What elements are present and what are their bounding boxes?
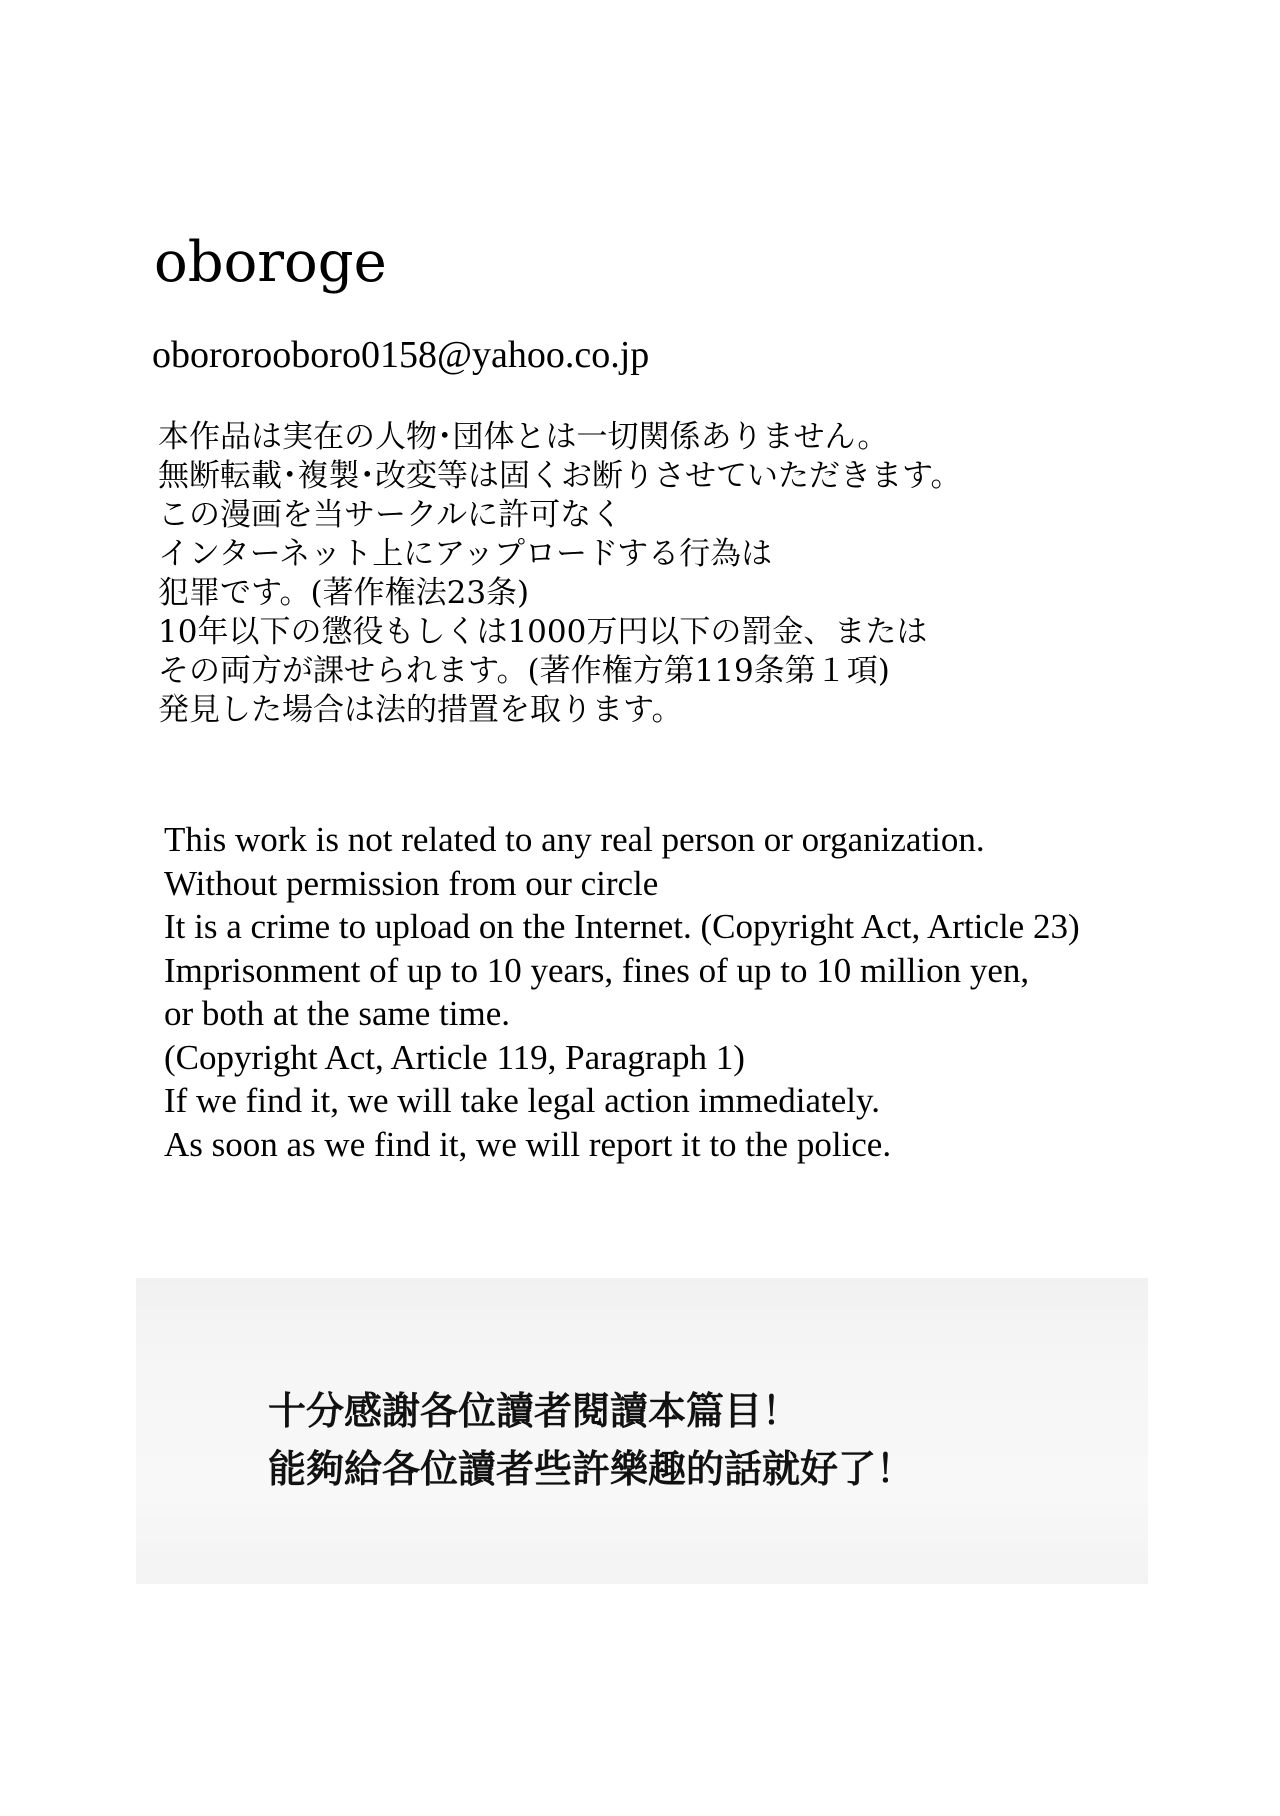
contact-email: obororooboro0158@yahoo.co.jp — [152, 334, 650, 376]
japanese-copyright-notice — [158, 418, 1218, 730]
notice-line: This work is not related to any real person or organization. — [164, 820, 985, 859]
translator-note-panel — [136, 1278, 1148, 1584]
notice-line: It is a crime to upload on the Internet. (Copyright Act, Article 23) — [164, 907, 1080, 946]
notice-line: Imprisonment of up to 10 years, fines of up to 10 million yen, — [164, 950, 1030, 990]
notice-line: 犯罪です。(著作権法23条) — [158, 575, 530, 611]
notice-line: 10年以下の懲役もしくは1000万円以下の罰金、または — [158, 614, 928, 650]
notice-line: 本作品は実在の人物･団体とは一切関係ありません。 — [158, 419, 889, 455]
notice-line: or both at the same time. — [164, 994, 511, 1033]
notice-line: 発見した場合は法的措置を取ります。 — [158, 692, 683, 728]
translator-note-line: 能夠給各位讀者些許樂趣的話就好了！ — [268, 1447, 915, 1491]
notice-line: (Copyright Act, Article 119, Paragraph 1) — [164, 1037, 745, 1077]
notice-line: インターネット上にアップロードする行為は — [158, 536, 773, 572]
notice-line: Without permission from our circle — [164, 863, 659, 903]
translator-note-line: 十分感謝各位讀者閱讀本篇目！ — [268, 1389, 801, 1433]
notice-line: 無断転載･複製･改変等は固くお断りさせていただきます。 — [158, 458, 962, 494]
notice-line: この漫画を当サークルに許可なく — [158, 497, 623, 533]
notice-line: If we find it, we will take legal action immediately. — [164, 1081, 880, 1120]
notice-line: As soon as we find it, we will report it to the police. — [164, 1124, 892, 1164]
translator-note — [268, 1382, 1128, 1498]
author-name: oboroge — [154, 230, 387, 295]
notice-line: その両方が課せられます。(著作権方第119条第１項) — [158, 653, 890, 689]
english-copyright-notice — [164, 818, 1244, 1166]
